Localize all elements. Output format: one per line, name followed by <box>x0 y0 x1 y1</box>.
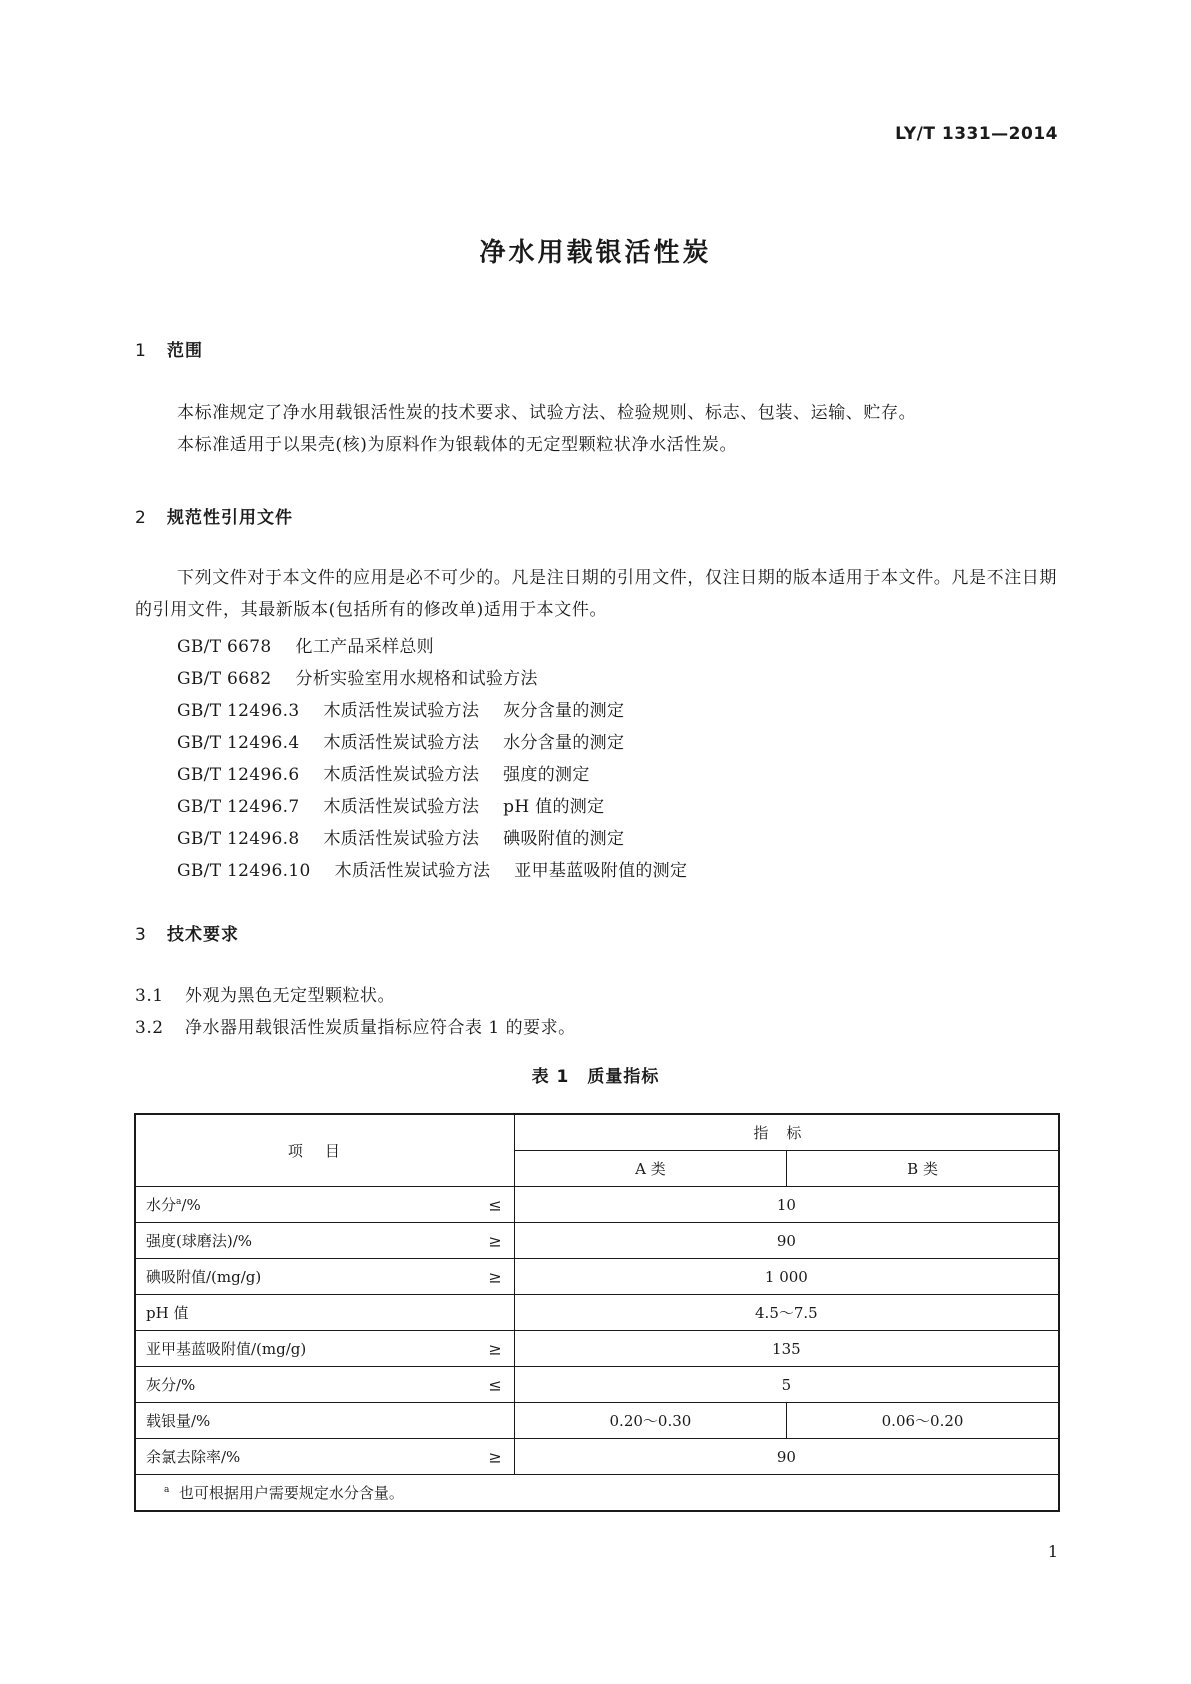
row-item <box>135 1439 514 1475</box>
relation-symbol: ≥ <box>488 1231 502 1250</box>
row-value: 4.5～7.5 <box>514 1295 1059 1331</box>
standard-number: LY/T 1331—2014 <box>895 124 1058 144</box>
ref-code: GB/T 12496.7 <box>177 797 300 817</box>
row-item <box>135 1187 514 1223</box>
row-item <box>135 1403 514 1439</box>
ref-title: 分析实验室用水规格和试验方法 <box>295 669 538 689</box>
ref-subtitle: 灰分含量的测定 <box>503 701 625 721</box>
page-number: 1 <box>1047 1542 1058 1561</box>
row-value: 135 <box>514 1331 1059 1367</box>
section-3-heading <box>135 920 239 945</box>
ref-subtitle: 强度的测定 <box>503 765 590 785</box>
ref-title: 化工产品采样总则 <box>295 637 434 657</box>
row-item <box>135 1295 514 1331</box>
row-item <box>135 1367 514 1403</box>
header-class-b: B 类 <box>787 1151 1059 1187</box>
table-caption: 表 1 质量指标 <box>531 1067 660 1087</box>
ref-item <box>177 760 590 785</box>
table-row <box>135 1367 1059 1403</box>
footnote-mark: a <box>164 1485 170 1495</box>
row-value: 5 <box>514 1367 1059 1403</box>
ref-subtitle: 碘吸附值的测定 <box>503 829 625 849</box>
ref-item <box>177 632 434 657</box>
ref-code: GB/T 12496.10 <box>177 861 311 881</box>
item-label: 亚甲基蓝吸附值/(mg/g) <box>146 1340 307 1358</box>
row-item <box>135 1259 514 1295</box>
relation-symbol: ≥ <box>488 1447 502 1466</box>
ref-item <box>177 792 604 817</box>
item-unit: /% <box>181 1196 201 1214</box>
row-value: 90 <box>514 1439 1059 1475</box>
table-row <box>135 1259 1059 1295</box>
section-2-number: 2 <box>135 508 147 528</box>
row-value: 90 <box>514 1223 1059 1259</box>
ref-item <box>177 728 624 753</box>
row-item <box>135 1223 514 1259</box>
ref-code: GB/T 12496.4 <box>177 733 300 753</box>
ref-subtitle: 亚甲基蓝吸附值的测定 <box>514 861 688 881</box>
relation-symbol: ≤ <box>488 1375 502 1394</box>
section-1-number: 1 <box>135 341 147 361</box>
row-value: 10 <box>514 1187 1059 1223</box>
normative-intro: 下列文件对于本文件的应用是必不可少的。凡是注日期的引用文件，仅注日期的版本适用于本文件。凡是不注日期的引用文件，其最新版本(包括所有的修改单)适用于本文件。 <box>135 568 1057 620</box>
clause-number: 3.1 <box>135 986 164 1006</box>
row-value-a: 0.20～0.30 <box>514 1403 786 1439</box>
ref-subtitle: 水分含量的测定 <box>503 733 625 753</box>
ref-title: 木质活性炭试验方法 <box>323 765 480 785</box>
ref-title: 木质活性炭试验方法 <box>323 733 480 753</box>
item-label: 余氯去除率/% <box>146 1448 241 1466</box>
scope-paragraph-1: 本标准规定了净水用载银活性炭的技术要求、试验方法、检验规则、标志、包装、运输、贮存。 <box>177 403 917 423</box>
table-footnote-row <box>135 1475 1059 1512</box>
clause-number: 3.2 <box>135 1018 164 1038</box>
quality-table <box>134 1113 1060 1512</box>
scope-paragraph-2: 本标准适用于以果壳(核)为原料作为银载体的无定型颗粒状净水活性炭。 <box>177 435 738 455</box>
relation-symbol: ≤ <box>488 1195 502 1214</box>
ref-code: GB/T 6678 <box>177 637 272 657</box>
ref-item <box>177 824 624 849</box>
row-value: 1 000 <box>514 1259 1059 1295</box>
table-row <box>135 1331 1059 1367</box>
footnote-ref: a <box>176 1197 182 1207</box>
ref-title: 木质活性炭试验方法 <box>323 797 480 817</box>
relation-symbol: ≥ <box>488 1267 502 1286</box>
ref-title: 木质活性炭试验方法 <box>334 861 491 881</box>
ref-title: 木质活性炭试验方法 <box>323 829 480 849</box>
section-1-heading <box>135 336 203 361</box>
table-row <box>135 1439 1059 1475</box>
section-2-title: 规范性引用文件 <box>167 508 293 528</box>
ref-title: 木质活性炭试验方法 <box>323 701 480 721</box>
item-label: pH 值 <box>146 1304 189 1322</box>
relation-symbol: ≥ <box>488 1339 502 1358</box>
clause-3-1 <box>135 981 395 1006</box>
table-header-row <box>135 1114 1059 1151</box>
item-label: 水分 <box>146 1196 177 1214</box>
ref-code: GB/T 6682 <box>177 669 272 689</box>
row-item <box>135 1331 514 1367</box>
clause-text: 净水器用载银活性炭质量指标应符合表 1 的要求。 <box>185 1018 576 1038</box>
table-row <box>135 1295 1059 1331</box>
section-3-number: 3 <box>135 925 147 945</box>
clause-text: 外观为黑色无定型颗粒状。 <box>185 986 395 1006</box>
table-row <box>135 1223 1059 1259</box>
section-3-title: 技术要求 <box>167 925 239 945</box>
ref-item <box>177 696 624 721</box>
ref-code: GB/T 12496.8 <box>177 829 300 849</box>
clause-3-2 <box>135 1013 576 1038</box>
section-1-title: 范围 <box>167 341 203 361</box>
ref-item <box>177 664 538 689</box>
header-class-a: A 类 <box>514 1151 786 1187</box>
table-footnote <box>135 1475 1059 1512</box>
ref-item <box>177 856 687 881</box>
table-row <box>135 1187 1059 1223</box>
ref-code: GB/T 12496.3 <box>177 701 300 721</box>
header-item: 项目 <box>135 1114 514 1187</box>
item-label: 灰分/% <box>146 1376 196 1394</box>
ref-subtitle: pH 值的测定 <box>503 797 605 817</box>
item-label: 强度(球磨法)/% <box>146 1232 253 1250</box>
ref-code: GB/T 12496.6 <box>177 765 300 785</box>
header-indicator: 指标 <box>514 1114 1059 1151</box>
table-row <box>135 1403 1059 1439</box>
document-title: 净水用载银活性炭 <box>479 238 712 268</box>
item-label: 碘吸附值/(mg/g) <box>146 1268 262 1286</box>
section-2-heading <box>135 503 293 528</box>
footnote-text: 也可根据用户需要规定水分含量。 <box>178 1484 404 1502</box>
item-label: 载银量/% <box>146 1412 211 1430</box>
row-value-b: 0.06～0.20 <box>787 1403 1059 1439</box>
